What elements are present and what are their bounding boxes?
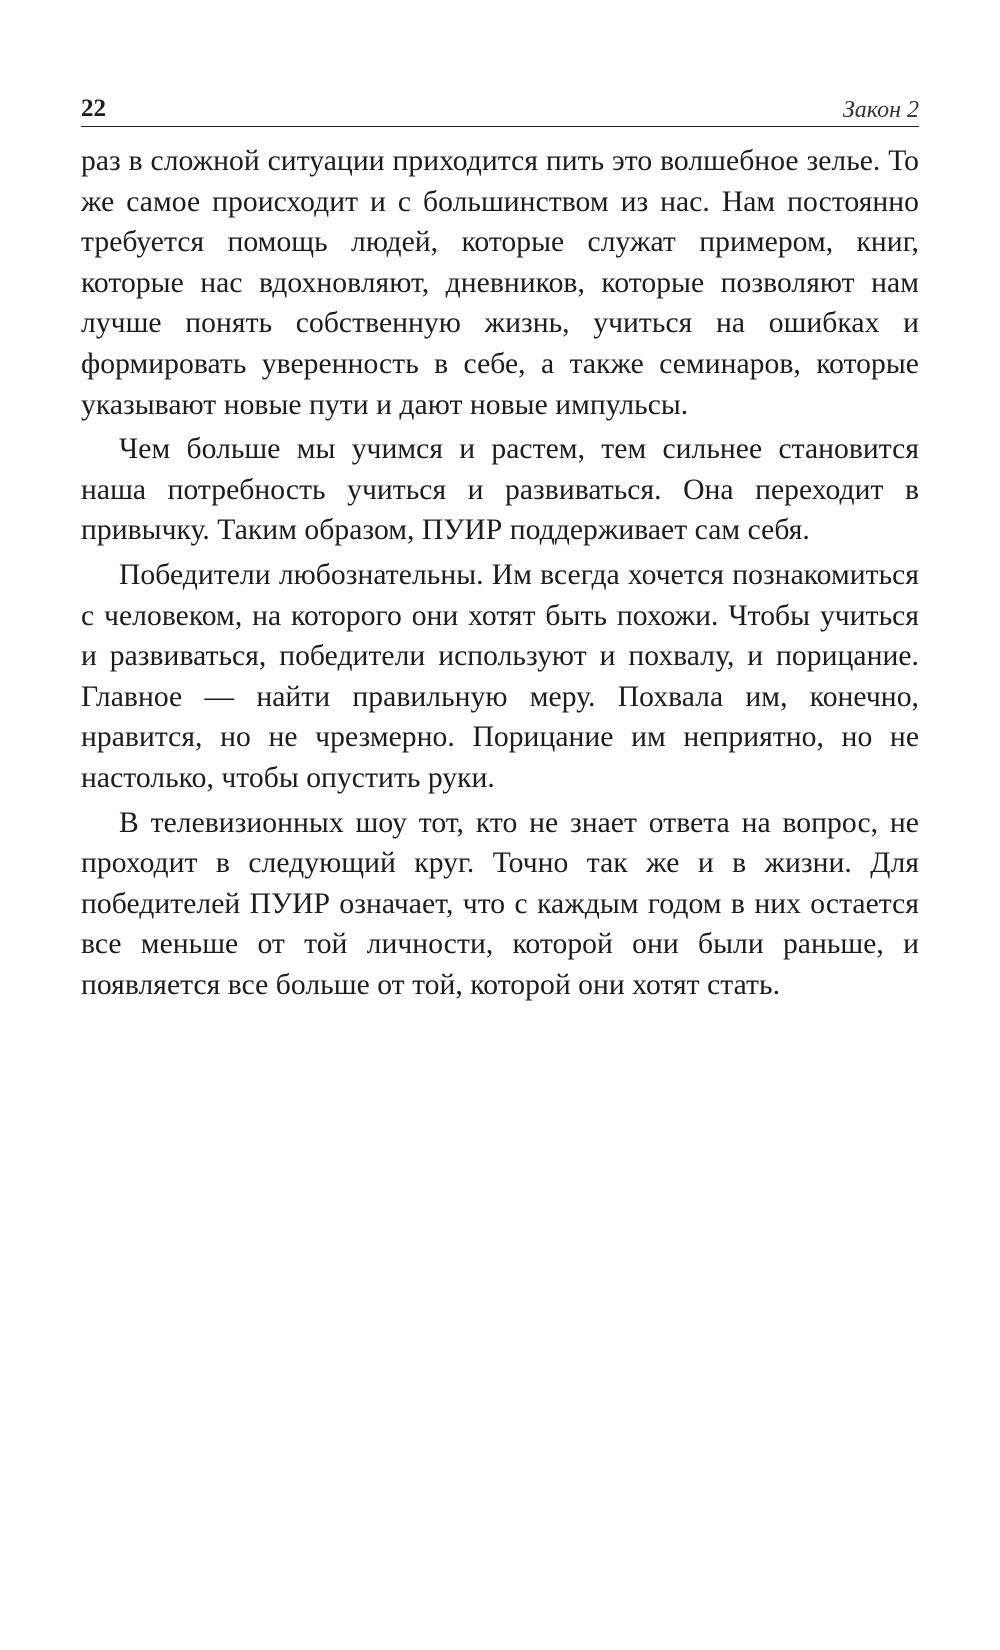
paragraph: В телевизионных шоу тот, кто не знает ответа на вопрос, не проходит в следующий круг. Точно так же и в жизни. Для победителей ПУИР означает, что с каждым годом в них остается все меньше от той личности, которой они были раньше, и появляется все больше от той, которой они хотят стать. [81, 806, 919, 1001]
running-head [81, 92, 919, 127]
book-page [81, 92, 919, 1005]
page-number: 22 [81, 95, 106, 122]
body-text [81, 141, 919, 1005]
paragraph: Победители любознательны. Им всегда хочется познакомиться с человеком, на которого они хотят быть похожи. Чтобы учиться и развиваться, победители используют и похвалу, и порицание. Главное — найти правильную меру. Похвала им, конечно, нравится, но не чрезмерно. Порицание им неприятно, но не настолько, чтобы опустить руки. [81, 558, 919, 794]
paragraph: Чем больше мы учимся и растем, тем сильнее становится наша потребность учиться и развиваться. Она переходит в привычку. Таким образом, ПУИР поддерживает сам себя. [81, 433, 919, 547]
chapter-title: Закон 2 [842, 97, 919, 123]
paragraph-continuation: раз в сложной ситуации приходится пить это волшебное зелье. То же самое происходит и с большинством из нас. Нам постоянно требуется помощь людей, которые служат примером, книг, которые нас вдохновляют, дневников, которые позволяют нам лучше понять собственную жизнь, учиться на ошибках и формировать уверенность в себе, а также семинаров, которые указывают новые пути и дают новые импульсы. [81, 145, 919, 421]
